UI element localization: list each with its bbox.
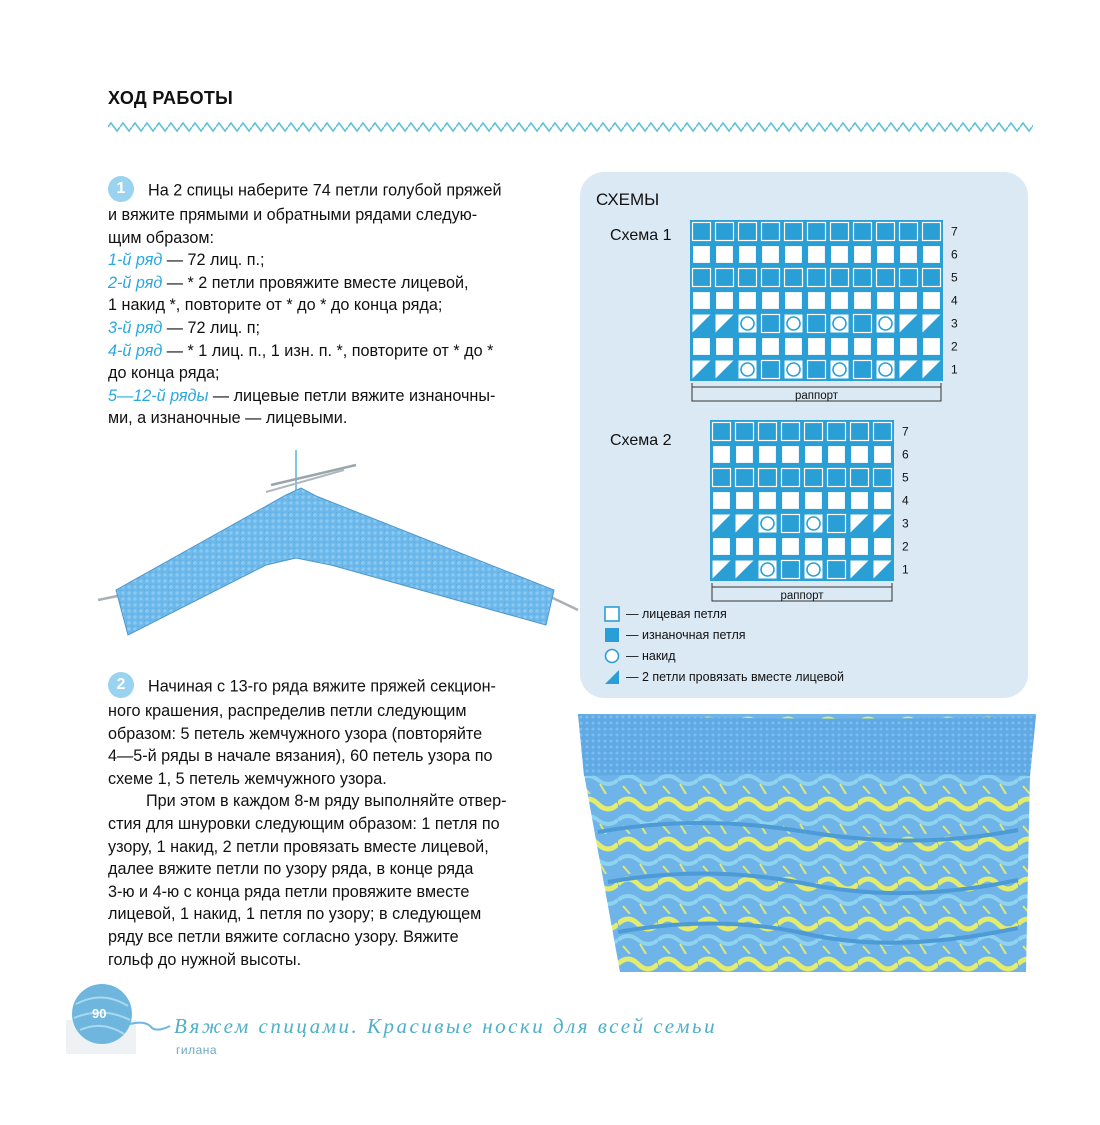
- knit-cell: [693, 292, 711, 310]
- knit-cell: [782, 538, 800, 556]
- knit-cell: [874, 446, 892, 464]
- row-label: 1-й ряд: [108, 251, 163, 270]
- yarn-ball-image: [66, 980, 176, 1054]
- purl-cell: [854, 361, 872, 379]
- row-number-label: 6: [951, 247, 958, 262]
- purl-cell: [828, 423, 846, 441]
- purl-cell: [808, 269, 826, 287]
- knit-cell: [831, 292, 849, 310]
- purl-cell: [854, 269, 872, 287]
- knit-cell: [808, 292, 826, 310]
- knit-cell: [900, 292, 918, 310]
- knit-cell: [828, 538, 846, 556]
- knit-cell: [739, 292, 757, 310]
- purl-cell: [831, 223, 849, 241]
- knit-cell: [874, 538, 892, 556]
- scheme2-chart: [708, 418, 938, 608]
- knit-cell: [808, 246, 826, 264]
- step-number-badge: 2: [108, 672, 134, 698]
- knit-stitch-icon: [604, 606, 620, 622]
- knit-cell: [900, 246, 918, 264]
- knit-cell: [923, 338, 941, 356]
- knit-cell: [828, 492, 846, 510]
- row-number-label: 5: [951, 270, 958, 285]
- page-heading: ХОД РАБОТЫ: [108, 88, 234, 108]
- knit-cell: [739, 246, 757, 264]
- scheme1-chart: [688, 218, 978, 408]
- knit-cell: [736, 538, 754, 556]
- purl-cell: [828, 469, 846, 487]
- purl-cell: [923, 269, 941, 287]
- legend-yo: — накид: [604, 648, 676, 664]
- rapport-label: раппорт: [794, 390, 839, 402]
- knit-cell: [828, 446, 846, 464]
- purl-cell: [877, 269, 895, 287]
- step1-text: 1 На 2 спицы наберите 74 петли голубой пряжей и вяжите прямыми и обратными рядами следую- щим образом: 1-й ряд — 72 лиц. п.; 2-й ряд — * 2 петли провяжите вместе лицевой, 1 накид *, повторите от * до * до конца ряда; 3-й ряд — 72 лиц. п; 4-й ряд — * 1 лиц. п., 1 изн. п. *, повторите от * до * до конца ряда; 5—12-й ряды — лицевые петли вяжите изнаночны- ми, а изнаночные — лицевыми.: [108, 178, 558, 430]
- purl-cell: [877, 223, 895, 241]
- knit-cell: [716, 246, 734, 264]
- knit-cell: [900, 338, 918, 356]
- purl-cell: [854, 315, 872, 333]
- row-label: 2-й ряд: [108, 273, 163, 292]
- book-title: Вяжем спицами. Красивые носки для всей семьи: [174, 1014, 718, 1038]
- purl-cell: [736, 423, 754, 441]
- knit-cell: [805, 492, 823, 510]
- page-number: 90: [92, 1006, 107, 1021]
- row-number-label: 2: [902, 539, 909, 554]
- knit-cell: [782, 446, 800, 464]
- row-number-label: 4: [951, 293, 958, 308]
- knit-cell: [831, 246, 849, 264]
- knit-cell: [854, 246, 872, 264]
- purl-cell: [762, 269, 780, 287]
- decorative-divider: [108, 120, 1033, 134]
- row-number-label: 3: [951, 316, 958, 331]
- purl-cell: [831, 269, 849, 287]
- purl-cell: [851, 469, 869, 487]
- knit-cell: [877, 246, 895, 264]
- purl-cell: [805, 469, 823, 487]
- knit-cell: [716, 292, 734, 310]
- purl-stitch-icon: [604, 627, 620, 643]
- rapport-label: раппорт: [780, 590, 824, 602]
- purl-cell: [762, 361, 780, 379]
- knit-cell: [739, 338, 757, 356]
- knit-cell: [736, 446, 754, 464]
- row-number-label: 1: [951, 362, 958, 377]
- row-number-label: 5: [902, 470, 909, 485]
- row-number-label: 7: [951, 224, 958, 239]
- knit-cell: [805, 538, 823, 556]
- purl-cell: [923, 223, 941, 241]
- purl-cell: [805, 423, 823, 441]
- knit-cell: [736, 492, 754, 510]
- legend-purl: — изнаночная петля: [604, 627, 746, 643]
- purl-cell: [713, 423, 731, 441]
- knit-cell: [831, 338, 849, 356]
- purl-cell: [759, 423, 777, 441]
- purl-cell: [782, 423, 800, 441]
- purl-cell: [900, 269, 918, 287]
- knit-cell: [762, 338, 780, 356]
- knit-cell: [923, 246, 941, 264]
- knit-cell: [785, 292, 803, 310]
- knit-cell: [713, 538, 731, 556]
- knit-cell: [854, 292, 872, 310]
- knit-cell: [874, 492, 892, 510]
- row-label: 3-й ряд: [108, 318, 163, 337]
- scheme1-title: Схема 1: [610, 227, 672, 244]
- purl-cell: [693, 269, 711, 287]
- purl-cell: [851, 423, 869, 441]
- knit-cell: [785, 338, 803, 356]
- purl-cell: [739, 223, 757, 241]
- knit-cell: [693, 338, 711, 356]
- knit-cell: [713, 492, 731, 510]
- knitting-on-needles-image: [96, 440, 586, 640]
- row-label: 4-й ряд: [108, 341, 163, 360]
- knit-cell: [877, 338, 895, 356]
- row-number-label: 3: [902, 516, 909, 531]
- knit-cell: [782, 492, 800, 510]
- knitted-sock-image: [578, 714, 1036, 972]
- knit-two-together-icon: [604, 669, 620, 685]
- purl-cell: [716, 223, 734, 241]
- knit-cell: [854, 338, 872, 356]
- legend-k2tog: — 2 петли провязать вместе лицевой: [604, 669, 844, 685]
- knit-cell: [762, 292, 780, 310]
- row-number-label: 2: [951, 339, 958, 354]
- purl-cell: [828, 561, 846, 579]
- legend-knit: — лицевая петля: [604, 606, 727, 622]
- knit-cell: [759, 446, 777, 464]
- knit-cell: [785, 246, 803, 264]
- purl-cell: [785, 223, 803, 241]
- purl-cell: [874, 423, 892, 441]
- purl-cell: [716, 269, 734, 287]
- knit-cell: [713, 446, 731, 464]
- knit-cell: [851, 538, 869, 556]
- purl-cell: [785, 269, 803, 287]
- knit-cell: [877, 292, 895, 310]
- purl-cell: [874, 469, 892, 487]
- purl-cell: [808, 223, 826, 241]
- knit-cell: [693, 246, 711, 264]
- knit-cell: [759, 492, 777, 510]
- row-number-label: 6: [902, 447, 909, 462]
- knit-cell: [851, 492, 869, 510]
- purl-cell: [782, 561, 800, 579]
- purl-cell: [782, 469, 800, 487]
- row-number-label: 7: [902, 424, 909, 439]
- purl-cell: [713, 469, 731, 487]
- purl-cell: [736, 469, 754, 487]
- purl-cell: [762, 223, 780, 241]
- knit-cell: [805, 446, 823, 464]
- scheme2-title: Схема 2: [610, 432, 672, 449]
- row-number-label: 1: [902, 562, 909, 577]
- row-number-label: 4: [902, 493, 909, 508]
- knit-cell: [716, 338, 734, 356]
- purl-cell: [828, 515, 846, 533]
- knit-cell: [923, 292, 941, 310]
- yarn-over-icon: [604, 648, 620, 664]
- purl-cell: [762, 315, 780, 333]
- purl-cell: [739, 269, 757, 287]
- purl-cell: [808, 315, 826, 333]
- purl-cell: [900, 223, 918, 241]
- schemes-title: СХЕМЫ: [596, 190, 660, 209]
- knit-cell: [759, 538, 777, 556]
- knit-cell: [808, 338, 826, 356]
- step-number-badge: 1: [108, 176, 134, 202]
- row-label: 5—12-й ряды: [108, 386, 209, 405]
- purl-cell: [808, 361, 826, 379]
- purl-cell: [854, 223, 872, 241]
- purl-cell: [782, 515, 800, 533]
- purl-cell: [693, 223, 711, 241]
- knit-cell: [762, 246, 780, 264]
- purl-cell: [759, 469, 777, 487]
- step2-text: 2 Начиная с 13-го ряда вяжите пряжей секцион- ного крашения, распределив петли следующим образом: 5 петель жемчужного узора (повторяйте 4—5-й ряды в начале вязания), 60 петель узора по схеме 1, 5 петель жемчужного узора. При этом в каждом 8-м ряду выполняйте отвер- стия для шнуровки следующим образом: 1 петля по узору, 1 накид, 2 петли провязать вместе лицевой, далее вяжите петли по узору ряда, в конце ряда 3-ю и 4-ю с конца ряда петли провяжите вместе лицевой, 1 накид, 1 петля по узору; в следующем ряду все петли вяжите согласно узору. Вяжите гольф до нужной высоты.: [108, 674, 558, 971]
- knit-cell: [851, 446, 869, 464]
- publisher-name: гилана: [176, 1043, 218, 1057]
